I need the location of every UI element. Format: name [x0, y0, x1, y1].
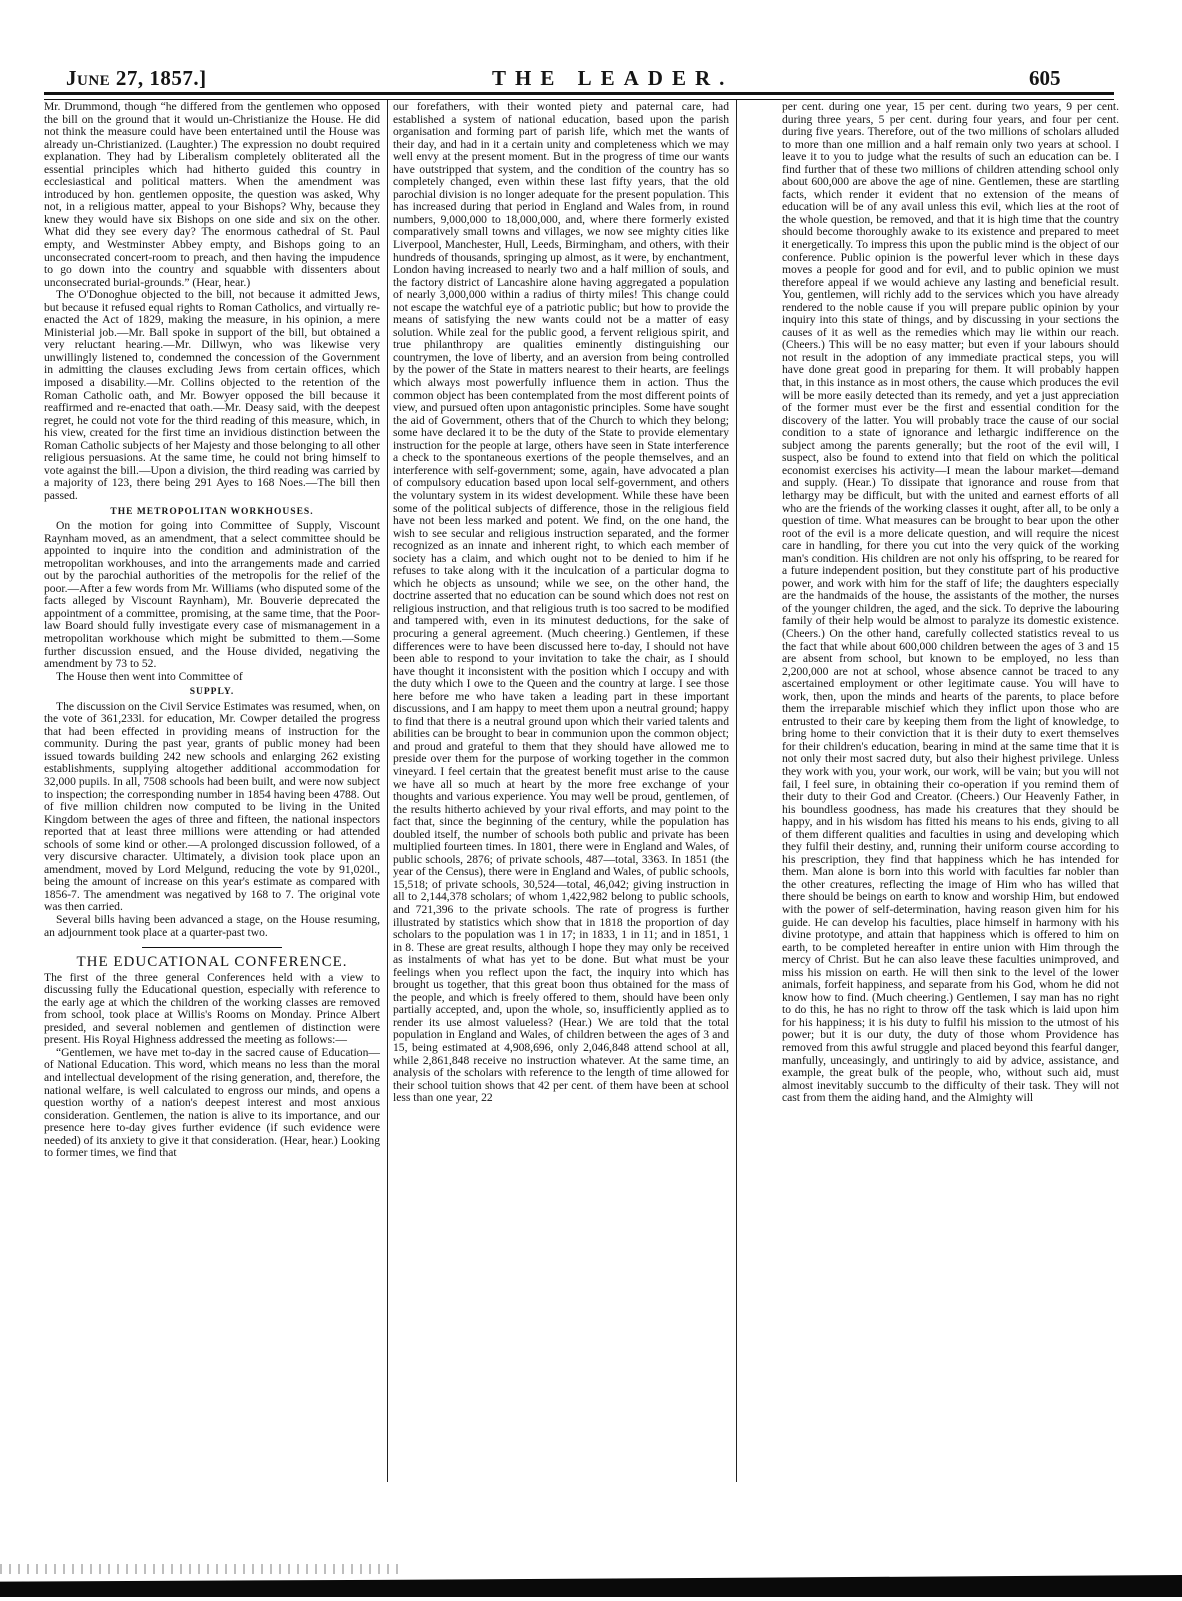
article-title: THE EDUCATIONAL CONFERENCE.	[76, 954, 348, 971]
newspaper-title: THE LEADER.	[492, 66, 734, 90]
column-divider	[387, 100, 388, 1482]
scan-noise	[0, 1564, 400, 1574]
section-divider	[142, 947, 282, 948]
paragraph: per cent. during one year, 15 per cent. during two years, 9 per cent. during three years, 5 per cent. during four years, and four per cent. during five years. Therefore, out of the two millions of scholars alluded to more than one million and a half remain only two years at school. I leave it to you to judge what the results of such an education can be. I find further that of these two millions of children attending school only about 600,000 are above the age of nine. Gentlemen, these are startling facts, which render it evident that no extension of the means of education will be of any avail unless this evil, which lies at the root of the whole question, be removed, and that it is high time that the country should become thoroughly awake to its existence and prepared to meet it energetically. To impress this upon the public mind is the object of our conference. Public opinion is the powerful lever which in these days moves a people for good and for evil, and to public opinion we must therefore appeal if we would achieve any lasting and beneficial result. You, gentlemen, will richly add to the services which you have already rendered to the noble cause if you will prepare public opinion by your inquiry into this state of things, and by discussing in your sections the causes of it as well as the remedies which may lie within our reach. (Cheers.) This will be no easy matter; but even if your labours should not result in the adoption of any immediate practical steps, you will have done great good in preparing for them. It will probably happen that, in this instance as in most others, the cause which produces the evil will be more easily detected than its remedy, and yet a just appreciation of the former must ever be the first and essential condition for the discovery of the latter. You will probably trace the cause of our social condition to a state of ignorance and lethargic indifference on the subject among the parents generally; but the root of the evil will, I suspect, also be found to extend into that field on which the political economist exercises his activity—I mean the labour market—demand and supply. (Hear.) To dissipate that ignorance and rouse from that lethargy may be difficult, but with the united and earnest efforts of all who are the friends of the working classes it ought, after all, to be only a question of time. What measures can be brought to bear upon the other root of the evil is a more delicate question, and will require the nicest care in handling, for there you cut into the very quick of the working man's condition. His children are not only his offspring, to be reared for a future independent position, but they constitute part of his productive power, and work with him for the staff of life; the daughters especially are the handmaids of the house, the assistants of the mother, the nurses of the younger children, the aged, and the sick. To deprive the labouring family of their help would be almost to paralyze its domestic existence. (Cheers.) On the other hand, carefully collected statistics reveal to us the fact that while about 600,000 children between the ages of 3 and 15 are absent from school, but known to be employed, no less than 2,200,000 are not at school, whose absence cannot be traced to any ascertained employment or other legitimate cause. You will have to work, then, upon the minds and hearts of the parents, to place before them the irreparable mischief which they inflict upon those who are entrusted to their care by keeping them from the light of knowledge, to bring home to their conviction that it is their duty to exert themselves for their children's education, bearing in mind at the same time that it is not only their most sacred duty, but also their highest privilege. Unless they work with you, your work, our work, will be vain; but you will not fail, I feel sure, in obtaining their co-operation if you remind them of their duty to their God and Creator. (Cheers.) Our Heavenly Father, in his boundless goodness, has made his creatures that they should be happy, and in his wisdom has fitted his means to his ends, giving to all of them different qualities and faculties in using and developing which they fulfil their destiny, and, running their uniform course according to his prescription, they find that happiness which he has intended for them. Man alone is born into this world with faculties far nobler than the other creatures, reflecting the image of Him who has willed that there should be beings on earth to know and worship Him, but endowed with the power of self-determination, having reason given him for his guide. He can develop his faculties, place himself in harmony with his divine prototype, and attain that happiness which is offered to him on earth, to be completed hereafter in entire union with Him through the mercy of Christ. But he can also leave these faculties unimproved, and miss his mission on earth. He will then sink to the level of the lower animals, forfeit happiness, and separate from his God, whom he did not know how to find. (Much cheering.) Gentlemen, I say man has no right to do this, he has no right to throw off the task which is laid upon him for his happiness; it is his duty to fulfil his mission to the utmost of his power; but it is our duty, the duty of those whom Providence has removed from this awful struggle and placed beyond this fearful danger, manfully, unceasingly, and untiringly to aid by advice, assistance, and example, the great bulk of the people, who, without such aid, must almost inevitably succumb to the difficulty of their task. They will not cast from them the aiding hand, and the Almighty will	[782, 100, 1119, 1105]
paragraph: our forefathers, with their wonted piety and paternal care, had established a system of national education, based upon the parish organisation and forming part of parish life, which met the wants of their day, and had in it a certain unity and completeness which we may well envy at the present moment. But in the progress of time our wants have outstripped that system, and the condition of the country has so completely changed, even within these last fifty years, that the old parochial division is no longer adequate for the present population. This has increased during that period in England and Wales from, in round numbers, 9,000,000 to 18,000,000, and, where there formerly existed comparatively small towns and villages, we now see mighty cities like Liverpool, Manchester, Hull, Leeds, Birmingham, and others, with their hundreds of thousands, springing up almost, as it were, by enchantment, London having increased to nearly two and a half million of souls, and the factory district of Lancashire alone having aggregated a population of nearly 3,000,000 within a radius of thirty miles! This change could not escape the watchful eye of a patriotic public; but how to provide the means of satisfying the new wants could not be a matter of easy solution. While zeal for the public good, a fervent religious spirit, and true philanthropy are qualities eminently distinguishing our countrymen, the love of liberty, and an aversion from being controlled by the power of the State in matters nearest to their hearts, are feelings which always most powerfully influence them in action. Thus the common object has been contemplated from the most different points of view, and pursued often upon antagonistic principles. Some have sought the aid of Government, others that of the Church to which they belong; some have declared it to be the duty of the State to provide elementary instruction for the people at large, others have seen in State interference a check to the spontaneous exertions of the people themselves, and an interference with self-government; some, again, have advocated a plan of compulsory education based upon local self-government, and others the voluntary system in its widest development. While these have been some of the political subjects of difference, those in the religious field have not been less marked and potent. We find, on the one hand, the wish to see secular and religious instruction separated, and the former recognized as an innate and inherent right, to which each member of society has a claim, and which ought not to be denied to him if he refuses to take along with it the inculcation of a particular dogma to which he objects as unsound; while we see, on the other hand, the doctrine asserted that no education can be sound which does not rest on religious instruction, and that religious truth is too sacred to be modified and tampered with, even in its minutest deductions, for the sake of procuring a general agreement. (Much cheering.) Gentlemen, if these differences were to have been discussed here to-day, I should not have been able to respond to your invitation to take the chair, as I should have thought it inconsistent with the position which I occupy and with the duty which I owe to the Queen and the country at large. I see those here before me who have taken a leading part in these important discussions, and I am happy to meet them upon a neutral ground; happy to find that there is a neutral ground upon which their varied talents and abilities can be brought to bear in communion upon the common object; and proud and grateful to them that they should have allowed me to preside over them for the purpose of working together in the common vineyard. I feel certain that the greatest benefit must arise to the cause we have all so much at heart by the more free exchange of your thoughts and various experience. You may well be proud, gentlemen, of the results hitherto achieved by your rival efforts, and may point to the fact that, since the beginning of the century, while the population has doubled itself, the number of schools both public and private has been multiplied fourteen times. In 1801, there were in England and Wales, of public schools, 2876; of private schools, 487—total, 3363. In 1851 (the year of the Census), there were in England and Wales, of public schools, 15,518; of private schools, 30,524—total, 46,042; giving instruction in all to 2,144,378 scholars; of whom 1,422,982 belong to public schools, and 721,396 to the private schools. The rate of progress is further illustrated by statistics which show that in 1818 the proportion of day scholars to the population was 1 in 17; in 1833, 1 in 11; and in 1851, 1 in 8. These are great results, although I hope they may only be received as instalments of what has yet to be done. But what must be your feelings when you reflect upon the fact, the inquiry into which has brought us together, that this great boon thus obtained for the mass of the people, and which is freely offered to them, should have been only partially accepted, and, upon the whole, so, insufficiently applied as to render its use almost valueless? (Hear.) We are told that the total population in England and Wales, of children between the ages of 3 and 15, being estimated at 4,908,696, only 2,046,848 attend school at all, while 2,861,848 receive no instruction whatever. At the same time, an analysis of the scholars with reference to the length of time allowed for their school tuition shows that 42 per cent. of them have been at school less than one year, 22	[393, 100, 729, 1105]
paragraph: The first of the three general Conferences held with a view to discussing fully the Educational question, especially with reference to the early age at which the children of the working classes are removed from school, took place at Willis's Rooms on Monday. Prince Albert presided, and several noblemen and gentlemen of distinction were present. His Royal Highness addressed the meeting as follows:—	[44, 970, 380, 1047]
issue-date: June 27, 1857.]	[66, 66, 207, 90]
column-1	[44, 101, 380, 1160]
scan-edge-shadow	[0, 1575, 1182, 1597]
paragraph: “Gentlemen, we have met to-day in the sacred cause of Education—of National Education. This word, which means no less than the moral and intellectual development of the rising generation, and, therefore, the national welfare, is well calculated to engross our minds, and opens a question worthy of a nation's deepest interest and most anxious consideration. Gentlemen, the nation is alive to its importance, and our presence here to-day gives further evidence (if such evidence were needed) of its anxiety to give it that consideration. (Hear, hear.) Looking to former times, we find that	[44, 1045, 380, 1160]
paragraph: On the motion for going into Committee of Supply, Viscount Raynham moved, as an amendment, that a select committee should be appointed to inquire into the condition and administration of the metropolitan workhouses, and into the arrangements made and carried out by the parochial authorities of the metropolis for the relief of the poor.—After a few words from Mr. Williams (who disputed some of the facts alleged by Viscount Raynham), Mr. Bouverie deprecated the appointment of a committee, promising, at the same time, that the Poor-law Board should fully investigate every case of mismanagement in a metropolitan workhouse which might be submitted to them.—Some further discussion ensued, and the House divided, negativing the amendment by 73 to 52.	[44, 519, 380, 671]
column-2	[393, 101, 729, 1105]
subheading-supply: SUPPLY.	[189, 687, 235, 698]
paragraph: The House then went into Committee of	[56, 669, 243, 683]
paragraph: The O'Donoghue objected to the bill, not because it admitted Jews, but because it refused equal rights to Roman Catholics, and virtually re-enacted the Act of 1829, making the measure, in his opinion, a mere Ministerial job.—Mr. Ball spoke in support of the bill, but obtained a very reluctant hearing.—Mr. Dillwyn, who was likewise very unwillingly listened to, condemned the concession of the Government in admitting the clauses excluding Jews from certain offices, which imposed a disability.—Mr. Collins objected to the retention of the Roman Catholic oath, and Mr. Bowyer opposed the bill because it reaffirmed and re-enacted that oath.—Mr. Deasy said, with the deepest regret, he could not vote for the third reading of this measure, which, in his view, created for the first time an invidious distinction between the Roman Catholic subjects of her Majesty and those belonging to all other religious persuasions. At the same time, he could not bring himself to vote against the bill.—Upon a division, the third reading was carried by a majority of 123, there being 291 Ayes to 168 Noes.—The bill then passed.	[44, 288, 380, 502]
page-number: 605	[1029, 66, 1061, 90]
column-3	[782, 101, 1119, 1105]
paragraph: Mr. Drummond, though “he differed from the gentlemen who opposed the bill on the ground that it would un-Christianize the House. He did not think the measure could have been entertained until the House was already un-Christianized. (Laughter.) The expression no doubt required explanation. They had by Liberalism completely obliterated all the essential principles which had hitherto guided this country in ecclesiastical and political matters. When the amendment was introduced by hon. gentlemen opposite, the question was asked, Why not, in a religious matter, appeal to your Bishops? Why, because they knew they would have six Bishops on one side and six on the other. What did they see every day? The enormous cathedral of St. Paul empty, and Westminster Abbey empty, and Bishops going to an unconsecrated concert-room to preach, and then having the impudence to go down into the country and squabble with dissenters about unconsecrated burial-grounds.” (Hear, hear.)	[44, 100, 380, 289]
subheading-metropolitan-workhouses: THE METROPOLITAN WORKHOUSES.	[110, 506, 314, 517]
paragraph: Several bills having been advanced a stage, on the House resuming, an adjournment took place at a quarter-past two.	[44, 913, 380, 939]
page-header	[44, 66, 1124, 92]
column-divider	[736, 100, 737, 1482]
paragraph: The discussion on the Civil Service Estimates was resumed, when, on the vote of 361,233l. for education, Mr. Cowper detailed the progress that had been effected in providing means of instruction for the community. During the past year, grants of public money had been issued towards building 242 new schools and enlarging 262 existing establishments, supplying altogether additional accommodation for 32,000 pupils. In all, 7508 schools had been built, and were now subject to inspection; the corresponding number in 1854 having been 4788. Out of five million children now computed to be living in the United Kingdom between the ages of three and fifteen, the national inspectors reported that at least three millions were attending or had attended schools of some kind or other.—A prolonged discussion followed, of a very discursive character. Ultimately, a division took place upon an amendment, moved by Lord Melgund, reducing the vote by 91,020l., being the amount of increase on this year's estimate as compared with 1856-7. The amendment was negatived by 168 to 7. The original vote was then carried.	[44, 699, 380, 914]
header-rule	[44, 92, 1114, 100]
